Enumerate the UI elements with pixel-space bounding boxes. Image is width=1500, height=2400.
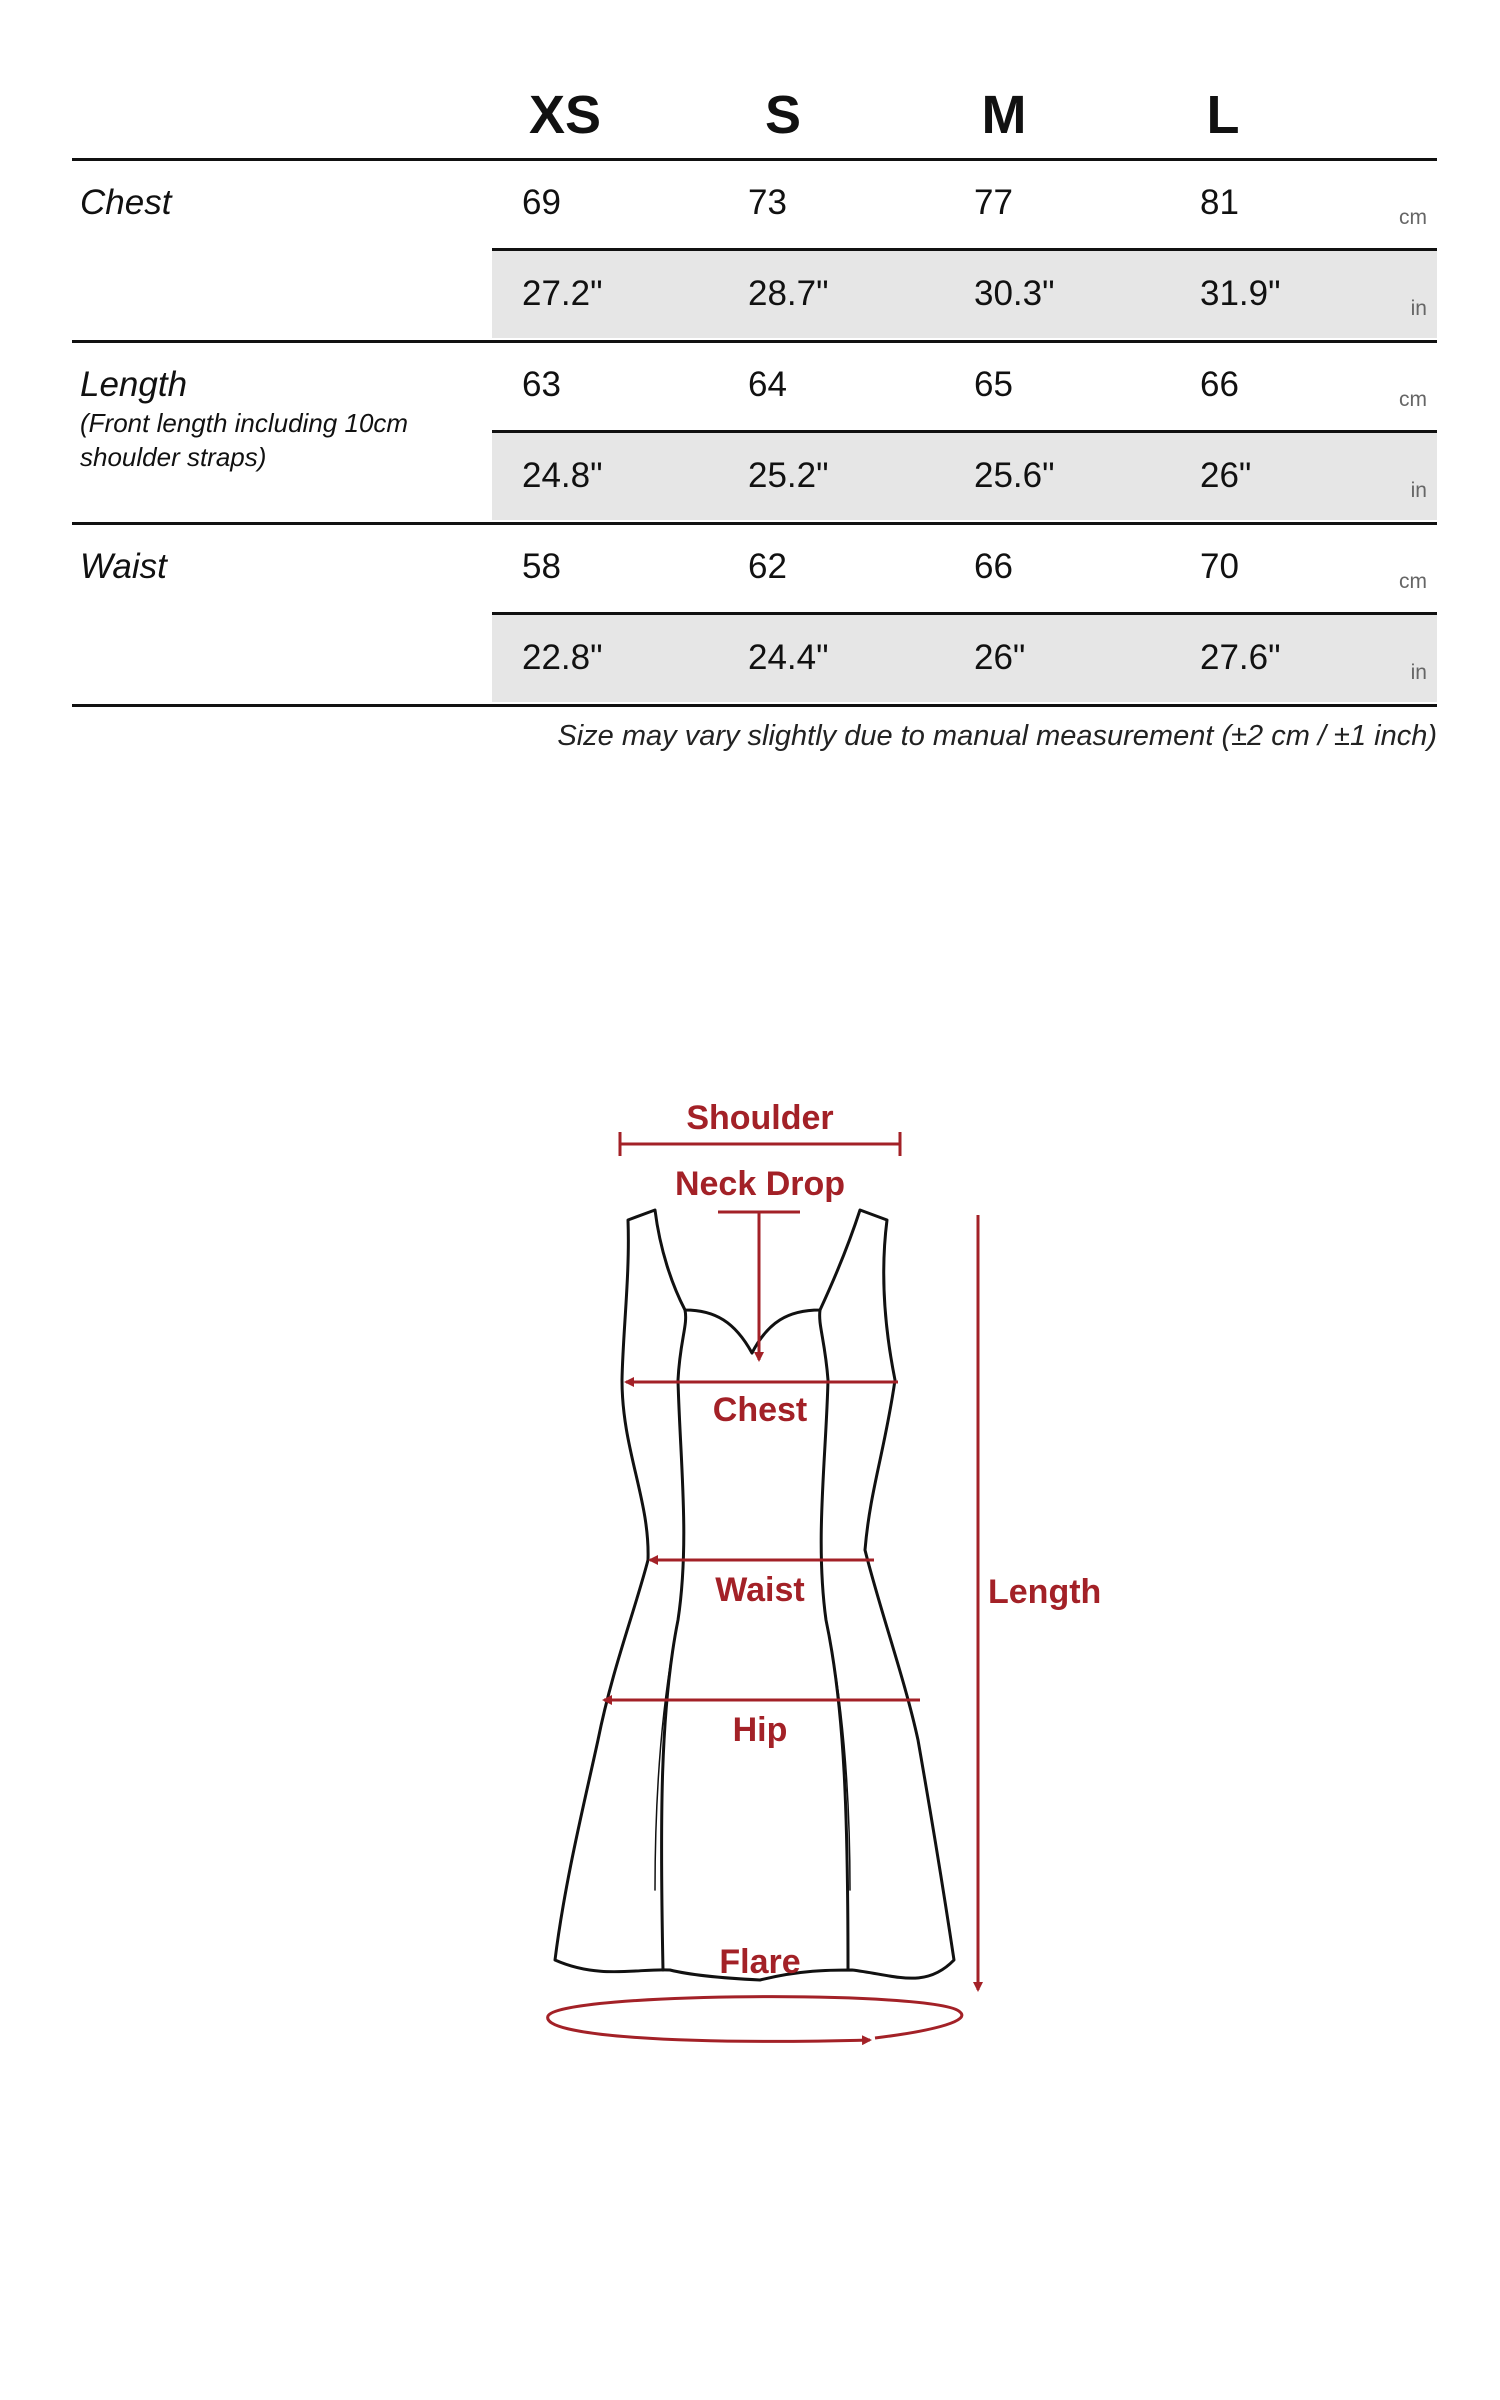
table-cell: 77 (974, 183, 1013, 222)
table-rule (72, 340, 1437, 343)
table-cell: 65 (974, 365, 1013, 404)
row-label-length: Length (80, 365, 188, 404)
label-hip: Hip (732, 1711, 788, 1749)
table-cell: 27.6" (1200, 638, 1281, 677)
unit-cm: cm (1399, 206, 1427, 229)
size-header-l: L (1206, 85, 1240, 145)
size-header-m: M (981, 85, 1027, 145)
size-chart-table (72, 70, 1437, 752)
label-length: Length (988, 1573, 1102, 1611)
label-neck-drop: Neck Drop (674, 1165, 846, 1203)
unit-in: in (1410, 661, 1427, 684)
measurement-diagram (0, 1060, 1500, 2060)
table-rule (72, 704, 1437, 707)
table-cell: 24.8" (522, 456, 603, 495)
table-cell: 22.8" (522, 638, 603, 677)
unit-in: in (1410, 297, 1427, 320)
table-cell: 62 (748, 547, 787, 586)
row-label-waist: Waist (80, 547, 167, 586)
flare-arrow (548, 1997, 962, 2042)
table-cell: 26" (974, 638, 1026, 677)
size-header-s: S (764, 85, 802, 145)
inch-row-shade (492, 251, 1437, 338)
row-note-length: (Front length including 10cm shoulder straps) (80, 408, 409, 472)
table-cell: 64 (748, 365, 787, 404)
table-cell: 30.3" (974, 274, 1055, 313)
table-cell: 24.4" (748, 638, 829, 677)
table-cell: 28.7" (748, 274, 829, 313)
neck-drop-arrow (718, 1212, 800, 1360)
table-cell: 25.6" (974, 456, 1055, 495)
size-header-xs: XS (528, 85, 602, 145)
label-shoulder: Shoulder (686, 1099, 834, 1137)
table-cell: 70 (1200, 547, 1239, 586)
inch-row-shade (492, 433, 1437, 520)
measurement-disclaimer: Size may vary slightly due to manual measurement (±2 cm / ±1 inch) (557, 720, 1437, 752)
table-cell: 58 (522, 547, 561, 586)
table-cell: 81 (1200, 183, 1239, 222)
unit-cm: cm (1399, 388, 1427, 411)
table-cell: 63 (522, 365, 561, 404)
table-rule (72, 158, 1437, 161)
table-cell: 25.2" (748, 456, 829, 495)
table-cell: 31.9" (1200, 274, 1281, 313)
row-label-chest: Chest (80, 183, 172, 222)
table-cell: 27.2" (522, 274, 603, 313)
label-chest: Chest (712, 1391, 808, 1429)
table-cell: 26" (1200, 456, 1252, 495)
label-flare: Flare (719, 1943, 801, 1981)
unit-cm: cm (1399, 570, 1427, 593)
table-cell: 66 (974, 547, 1013, 586)
unit-in: in (1410, 479, 1427, 502)
table-cell: 73 (748, 183, 787, 222)
table-cell: 66 (1200, 365, 1239, 404)
inch-row-shade (492, 615, 1437, 702)
table-rule (72, 522, 1437, 525)
label-waist: Waist (715, 1571, 805, 1609)
table-cell: 69 (522, 183, 561, 222)
dress-illustration (0, 1060, 1500, 2060)
